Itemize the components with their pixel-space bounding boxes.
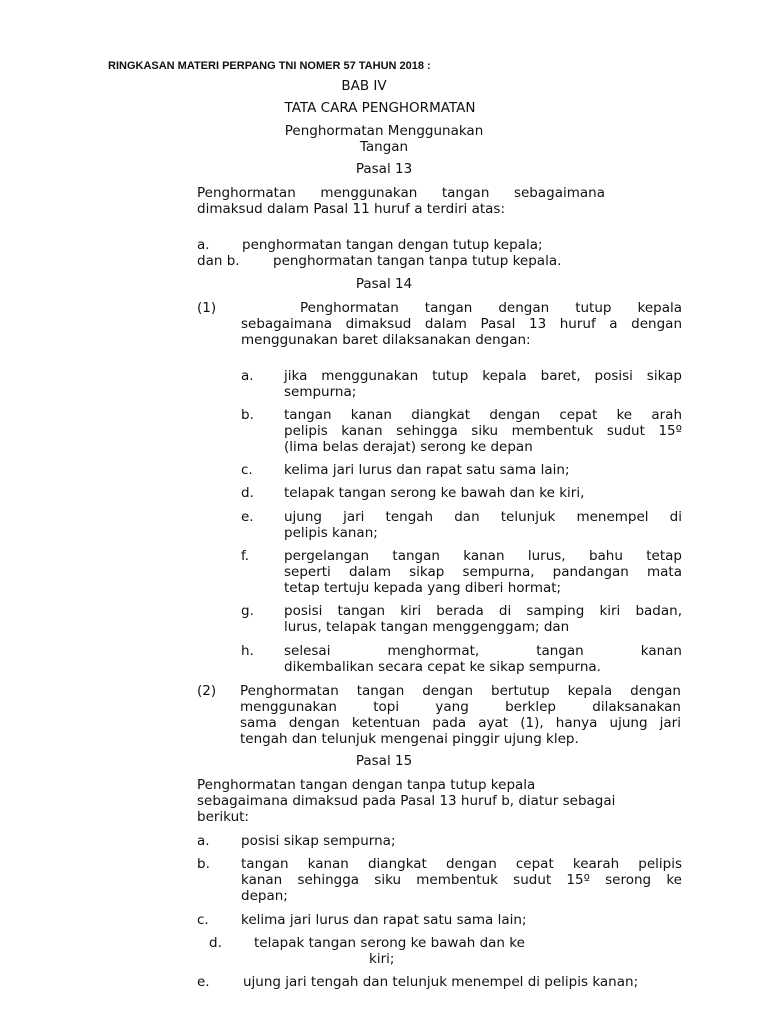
pasal-14-item-f-line: pergelangan tangan kanan lurus, bahu tetap [284,548,682,564]
pasal-14-item-f-line: tetap tertuju kepada yang diberi hormat; [284,580,562,596]
pasal-15-item-b-marker: b. [197,856,210,872]
pasal-13-item-a-text: penghormatan tangan dengan tutup kepala; [242,237,543,253]
pasal-13-intro-line-1: Penghormatan menggunakan tangan sebagaimana [197,185,605,201]
pasal-14-item-c-marker: c. [241,462,253,478]
pasal-15-item-a-marker: a. [197,833,210,849]
pasal-14-item-a-line: jika menggunakan tutup kepala baret, posisi sikap [284,368,682,384]
pasal-14-item-f-marker: f. [241,548,250,564]
pasal-15-intro-line: Penghormatan tangan dengan tanpa tutup kepala [197,777,536,793]
pasal-15-item-c-marker: c. [197,912,209,928]
pasal-15-item-b-line: tangan kanan diangkat dengan cepat kearah pelipis [241,856,682,872]
pasal-14-item-a-line: sempurna; [284,384,357,400]
pasal-14-item-h-line: selesai menghormat, tangan kanan [284,643,682,659]
pasal-15-intro-line: berikut: [197,809,249,825]
pasal-15-item-b-line: depan; [241,888,288,904]
pasal-14-ayat-1-line-3: menggunakan baret dilaksanakan dengan: [241,332,531,348]
pasal-14-item-c-line: kelima jari lurus dan rapat satu sama lain; [284,462,570,478]
pasal-14-ayat-2-marker: (2) [197,683,217,699]
pasal-14-item-h-marker: h. [241,643,254,659]
pasal-15-item-b-line: kanan sehingga siku membentuk sudut 15º serong ke [241,872,682,888]
pasal-15-item-c-line: kelima jari lurus dan rapat satu sama lain; [241,912,527,928]
pasal-14-item-e-marker: e. [241,509,254,525]
pasal-14-heading: Pasal 14 [355,276,413,292]
section-title-line-1: Penghormatan Menggunakan [284,123,484,139]
pasal-15-item-a-line: posisi sikap sempurna; [241,833,396,849]
pasal-15-item-e-marker: e. [197,974,210,990]
pasal-14-item-g-line: lurus, telapak tangan menggenggam; dan [284,619,570,635]
pasal-14-item-d-line: telapak tangan serong ke bawah dan ke kiri, [284,485,585,501]
pasal-14-item-b-marker: b. [241,407,254,423]
chapter-title: TATA CARA PENGHORMATAN [284,100,476,116]
pasal-13-item-a-marker: a. [197,237,210,253]
pasal-14-item-g-line: posisi tangan kiri berada di samping kiri badan, [284,603,682,619]
pasal-14-item-d-marker: d. [241,485,254,501]
pasal-14-ayat-1-line-2: sebagaimana dimaksud dalam Pasal 13 huruf a dengan [241,316,682,332]
pasal-13-heading: Pasal 13 [355,161,413,177]
pasal-15-heading: Pasal 15 [355,753,413,769]
chapter-number: BAB IV [341,78,387,94]
pasal-14-item-e-line: pelipis kanan; [284,525,378,541]
pasal-14-ayat-1-marker: (1) [197,300,217,316]
document-header: RINGKASAN MATERI PERPANG TNI NOMER 57 TAHUN 2018 : [108,60,431,72]
pasal-14-ayat-2-line: Penghormatan tangan dengan bertutup kepala dengan [240,683,681,699]
pasal-14-item-h-line: dikembalikan secara cepat ke sikap sempurna. [284,659,601,675]
pasal-14-ayat-1-line-1: Penghormatan tangan dengan tutup kepala [300,300,682,316]
section-title-line-2: Tangan [359,139,409,155]
pasal-15-item-d-line: telapak tangan serong ke bawah dan ke [254,935,525,951]
pasal-14-item-b-line: tangan kanan diangkat dengan cepat ke arah [284,407,682,423]
pasal-14-item-b-line: pelipis kanan sehingga siku membentuk sudut 15º [284,423,682,439]
pasal-14-ayat-2-line: tengah dan telunjuk mengenai pinggir ujung klep. [240,731,579,747]
pasal-13-item-b-marker: dan b. [197,253,240,269]
pasal-14-item-f-line: seperti dalam sikap sempurna, pandangan mata [284,564,682,580]
pasal-15-item-d-line: kiri; [369,951,395,967]
pasal-14-item-a-marker: a. [241,368,254,384]
pasal-13-intro-line-2: dimaksud dalam Pasal 11 huruf a terdiri atas: [197,201,506,217]
pasal-15-item-e-line: ujung jari tengah dan telunjuk menempel di pelipis kanan; [243,974,639,990]
pasal-14-item-g-marker: g. [241,603,254,619]
pasal-14-ayat-2-line: menggunakan topi yang berklep dilaksanakan [240,699,681,715]
pasal-13-item-b-text: penghormatan tangan tanpa tutup kepala. [273,253,562,269]
pasal-14-item-e-line: ujung jari tengah dan telunjuk menempel di [284,509,682,525]
pasal-15-intro-line: sebagaimana dimaksud pada Pasal 13 huruf b, diatur sebagai [197,793,616,809]
pasal-14-ayat-2-line: sama dengan ketentuan pada ayat (1), hanya ujung jari [240,715,681,731]
pasal-15-item-d-marker: d. [209,935,222,951]
pasal-14-item-b-line: (lima belas derajat) serong ke depan [284,439,533,455]
